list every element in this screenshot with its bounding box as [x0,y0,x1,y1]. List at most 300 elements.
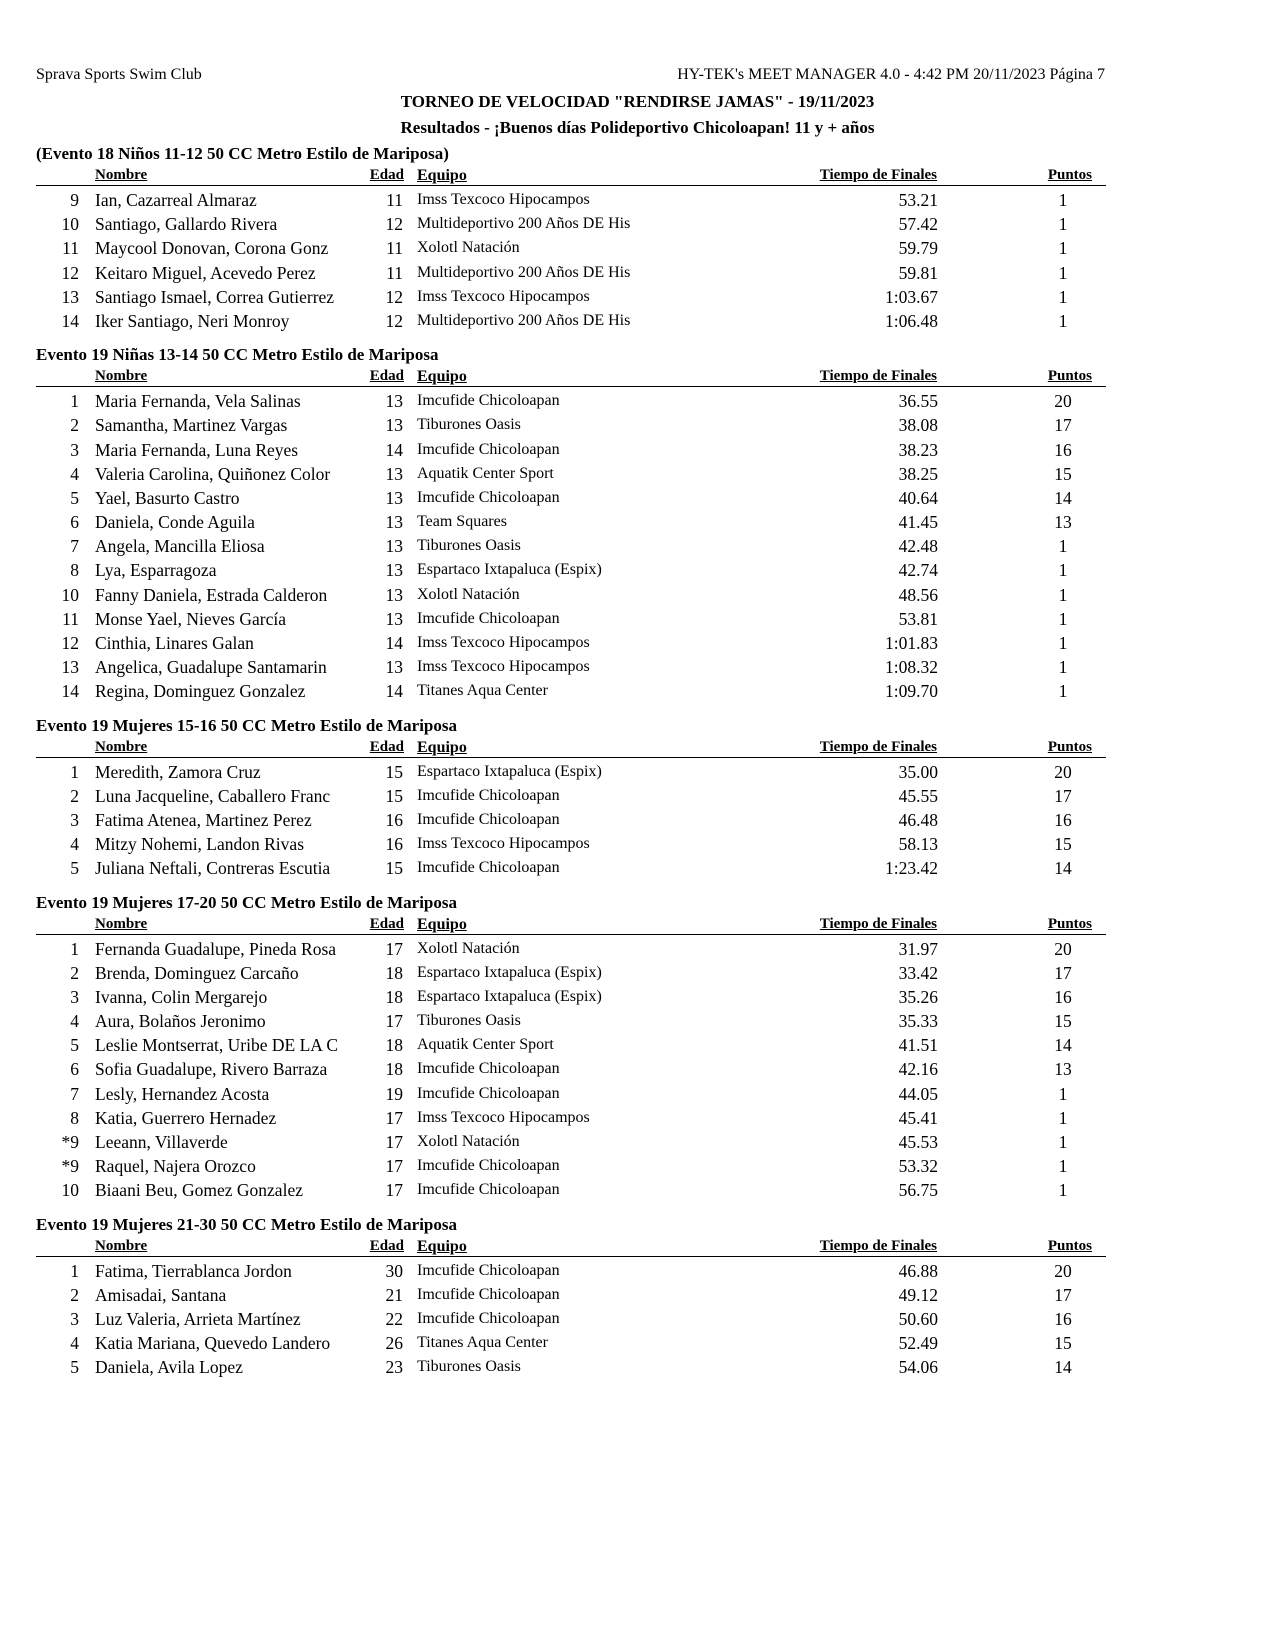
table-row [36,558,1106,582]
points: 14 [1054,858,1072,879]
age: 30 [385,1260,403,1281]
points: 16 [1054,1308,1072,1329]
team: Espartaco Ixtapaluca (Espix) [417,963,602,981]
age: 18 [385,986,403,1007]
header-team: Equipo [417,167,467,184]
team: Aquatik Center Sport [417,1036,554,1054]
age: 22 [385,1308,403,1329]
points: 1 [1058,1083,1068,1104]
team: Tiburones Oasis [417,1358,521,1376]
final-time: 59.81 [898,262,938,283]
swimmer-name: Mitzy Nohemi, Landon Rivas [95,834,305,855]
points: 1 [1058,1132,1068,1152]
club-name: Sprava Sports Swim Club [36,66,202,83]
table-row [36,510,1106,534]
age: 13 [385,584,403,605]
swimmer-name: Katia, Guerrero Hernadez [95,1107,277,1128]
place: 5 [70,487,79,508]
age: 12 [385,286,403,307]
event-section [36,892,1106,1203]
swimmer-name: Luna Jacqueline, Caballero Franc [95,785,331,806]
team: Titanes Aqua Center [417,1334,548,1352]
points: 17 [1054,415,1072,436]
event-section [36,715,1106,881]
points: 1 [1058,1180,1068,1201]
table-row [36,961,1106,985]
place: 3 [70,809,79,830]
points: 16 [1054,809,1072,830]
table-row [36,808,1106,832]
swimmer-name: Katia Mariana, Quevedo Landero [95,1333,331,1354]
event-title: Evento 19 Niñas 13-14 50 CC Metro Estilo de Mariposa [36,345,439,365]
final-time: 41.51 [898,1035,938,1056]
swimmer-name: Keitaro Miguel, Acevedo Perez [95,262,316,283]
header-age: Edad [369,915,404,932]
header-time: Tiempo de Finales [819,167,937,183]
points: 20 [1054,761,1072,782]
table-row [36,1057,1106,1081]
header-points: Puntos [1047,738,1092,755]
header-team: Equipo [417,915,467,933]
swimmer-name: Fernanda Guadalupe, Pineda Rosa [95,938,337,959]
final-time: 54.06 [898,1357,938,1378]
header-team: Equipo [417,1237,467,1255]
age: 12 [385,214,403,235]
table-row [36,413,1106,437]
age: 17 [385,1107,403,1128]
age: 17 [385,938,403,959]
final-time: 38.25 [898,463,938,484]
results-subtitle: Resultados - ¡Buenos días Polideportivo Chicoloapan! 11 y + años [400,118,875,137]
table-row [36,784,1106,808]
event-title: Evento 19 Mujeres 15-16 50 CC Metro Estilo de Mariposa [36,715,458,735]
final-time: 38.23 [898,439,938,460]
final-time: 48.56 [898,584,938,605]
final-time: 33.42 [898,962,938,983]
place: 12 [61,633,79,653]
team: Xolotl Natación [417,939,520,957]
final-time: 1:08.32 [885,657,938,678]
place: 3 [70,439,79,460]
place: 5 [70,858,79,879]
table-row [36,856,1106,880]
points: 1 [1058,1156,1068,1177]
header-points: Puntos [1047,915,1092,932]
final-time: 1:03.67 [885,286,938,307]
place: 12 [61,262,79,283]
final-time: 56.75 [898,1180,938,1201]
swimmer-name: Iker Santiago, Neri Monroy [95,310,290,331]
column-header [36,366,1106,387]
event-section [36,344,1106,703]
age: 12 [385,310,403,331]
table-row [36,583,1106,607]
swimmer-name: Brenda, Dominguez Carcaño [95,962,299,983]
team: Imcufide Chicoloapan [417,1084,560,1102]
place: 1 [70,391,79,412]
final-time: 46.88 [898,1260,938,1281]
points: 1 [1058,608,1068,629]
final-time: 35.26 [898,986,938,1007]
header-age: Edad [369,167,404,183]
place: 8 [70,1107,79,1128]
age: 11 [386,262,403,283]
column-header [36,914,1106,935]
place: 2 [70,415,79,436]
place: 4 [70,1011,79,1032]
team: Espartaco Ixtapaluca (Espix) [417,987,602,1005]
points: 13 [1054,1059,1072,1080]
header-age: Edad [369,738,404,755]
age: 13 [385,487,403,508]
header-points: Puntos [1047,167,1092,183]
table-row [36,1009,1106,1033]
place: *9 [61,1156,79,1177]
points: 13 [1054,512,1072,533]
table-row [36,1331,1106,1355]
table-row [36,1154,1106,1178]
team: Imss Texcoco Hipocampos [417,634,590,651]
swimmer-name: Maria Fernanda, Luna Reyes [95,439,299,460]
team: Imss Texcoco Hipocampos [417,835,590,853]
column-header [36,1236,1106,1257]
table-row [36,679,1106,703]
place: 13 [61,657,79,678]
final-time: 36.55 [898,391,938,412]
age: 13 [385,415,403,436]
swimmer-name: Maycool Donovan, Corona Gonz [95,238,329,259]
age: 13 [385,463,403,484]
final-time: 58.13 [898,834,938,855]
age: 18 [385,1059,403,1080]
swimmer-name: Lya, Esparragoza [95,560,217,581]
team: Imcufide Chicoloapan [417,859,560,877]
points: 1 [1058,190,1068,210]
swimmer-name: Cinthia, Linares Galan [95,633,254,653]
team: Imss Texcoco Hipocampos [417,658,590,676]
final-time: 45.41 [898,1107,938,1128]
swimmer-name: Leslie Montserrat, Uribe DE LA C [95,1035,339,1056]
team: Imcufide Chicoloapan [417,1261,560,1279]
age: 14 [385,439,403,460]
table-row [36,832,1106,856]
final-time: 45.55 [898,785,938,806]
points: 1 [1058,560,1068,581]
final-time: 31.97 [898,938,938,959]
points: 1 [1058,633,1068,653]
age: 19 [385,1083,403,1104]
header-time: Tiempo de Finales [819,915,937,932]
points: 20 [1054,1260,1072,1281]
table-row [36,937,1106,961]
points: 1 [1058,536,1068,557]
final-time: 38.08 [898,415,938,436]
age: 17 [385,1156,403,1177]
final-time: 45.53 [898,1132,938,1152]
age: 16 [385,809,403,830]
team: Imcufide Chicoloapan [417,1181,560,1199]
age: 18 [385,1035,403,1056]
team: Imcufide Chicoloapan [417,1060,560,1078]
age: 14 [385,681,403,702]
team: Tiburones Oasis [417,537,521,555]
team: Aquatik Center Sport [417,464,554,482]
swimmer-name: Lesly, Hernandez Acosta [95,1083,270,1104]
header-age: Edad [369,368,404,385]
swimmer-name: Maria Fernanda, Vela Salinas [95,391,301,412]
points: 15 [1054,463,1072,484]
table-row [36,534,1106,558]
team: Tiburones Oasis [417,1012,521,1030]
place: 6 [70,1059,79,1080]
table-row [36,760,1106,784]
header-name: Nombre [95,915,148,932]
points: 17 [1054,785,1072,806]
age: 13 [385,391,403,412]
points: 1 [1058,681,1068,702]
age: 13 [385,657,403,678]
points: 14 [1054,1357,1072,1378]
event-title: Evento 19 Mujeres 17-20 50 CC Metro Estilo de Mariposa [36,892,458,912]
place: 1 [70,1260,79,1281]
swimmer-name: Leeann, Villaverde [95,1132,228,1152]
place: 10 [61,1180,79,1201]
team: Team Squares [417,513,507,531]
age: 13 [385,560,403,581]
place: 2 [70,962,79,983]
place: *9 [61,1132,79,1152]
points: 14 [1054,1035,1072,1056]
age: 15 [385,785,403,806]
final-time: 44.05 [898,1083,938,1104]
header-team: Equipo [417,368,467,386]
points: 1 [1058,584,1068,605]
age: 18 [385,962,403,983]
event-section [36,143,1106,333]
swimmer-name: Valeria Carolina, Quiñonez Color [95,463,331,484]
swimmer-name: Santiago, Gallardo Rivera [95,214,278,235]
team: Imcufide Chicoloapan [417,1157,560,1175]
team: Titanes Aqua Center [417,682,548,700]
final-time: 1:01.83 [885,633,938,653]
place: 2 [70,785,79,806]
points: 20 [1054,391,1072,412]
team: Xolotl Natación [417,239,520,257]
team: Multideportivo 200 Años DE His [417,263,631,281]
table-row [36,236,1106,260]
final-time: 46.48 [898,809,938,830]
team: Espartaco Ixtapaluca (Espix) [417,561,602,579]
team: Xolotl Natación [417,1133,520,1150]
place: 6 [70,512,79,533]
points: 20 [1054,938,1072,959]
column-header [36,737,1106,758]
header-time: Tiempo de Finales [819,738,937,755]
points: 15 [1054,1011,1072,1032]
age: 13 [385,608,403,629]
table-row [36,631,1106,655]
final-time: 50.60 [898,1308,938,1329]
place: 1 [70,938,79,959]
age: 15 [385,858,403,879]
final-time: 42.16 [898,1059,938,1080]
table-row [36,1033,1106,1057]
swimmer-name: Ivanna, Colin Mergarejo [95,986,268,1007]
swimmer-name: Amisadai, Santana [95,1284,227,1305]
age: 17 [385,1180,403,1201]
age: 21 [385,1284,403,1305]
points: 16 [1054,439,1072,460]
header-age: Edad [369,1237,404,1254]
header-name: Nombre [95,167,148,183]
swimmer-name: Monse Yael, Nieves García [95,608,286,629]
header-time: Tiempo de Finales [819,368,937,385]
table-row [36,607,1106,631]
final-time: 41.45 [898,512,938,533]
age: 13 [385,512,403,533]
points: 1 [1058,286,1068,307]
table-row [36,655,1106,679]
header-points: Puntos [1047,368,1092,385]
table-row [36,462,1106,486]
final-time: 1:09.70 [885,681,938,702]
swimmer-name: Fanny Daniela, Estrada Calderon [95,584,328,605]
swimmer-name: Meredith, Zamora Cruz [95,761,261,782]
points: 15 [1054,834,1072,855]
team: Imcufide Chicoloapan [417,1285,560,1303]
age: 16 [385,834,403,855]
final-time: 35.33 [898,1011,938,1032]
team: Espartaco Ixtapaluca (Espix) [417,762,602,780]
events-list [36,143,1106,1391]
place: 10 [61,214,79,235]
place: 1 [70,761,79,782]
points: 1 [1058,310,1068,331]
team: Tiburones Oasis [417,416,521,434]
swimmer-name: Regina, Dominguez Gonzalez [95,681,306,702]
final-time: 53.32 [898,1156,938,1177]
place: 11 [62,608,79,629]
place: 14 [61,681,79,702]
swimmer-name: Aura, Bolaños Jeronimo [95,1011,266,1032]
table-row [36,985,1106,1009]
age: 17 [385,1132,403,1152]
column-header [36,165,1106,186]
points: 14 [1054,487,1072,508]
points: 1 [1058,657,1068,678]
team: Imcufide Chicoloapan [417,440,560,458]
place: 11 [62,238,79,259]
swimmer-name: Santiago Ismael, Correa Gutierrez [95,286,335,307]
place: 9 [70,190,79,210]
table-row [36,1178,1106,1202]
final-time: 1:06.48 [885,310,938,331]
place: 14 [61,310,79,331]
team: Imss Texcoco Hipocampos [417,287,590,305]
team: Multideportivo 200 Años DE His [417,215,631,233]
event-title: Evento 19 Mujeres 21-30 50 CC Metro Estilo de Mariposa [36,1214,458,1234]
points: 1 [1058,1107,1068,1128]
table-row [36,438,1106,462]
age: 14 [385,633,403,653]
team: Imcufide Chicoloapan [417,810,560,828]
table-row [36,389,1106,413]
final-time: 52.49 [898,1333,938,1354]
table-row [36,285,1106,309]
team: Imcufide Chicoloapan [417,488,560,506]
table-row [36,1082,1106,1106]
team: Multideportivo 200 Años DE His [417,311,631,329]
swimmer-name: Daniela, Avila Lopez [95,1357,243,1378]
age: 23 [385,1357,403,1378]
final-time: 57.42 [898,214,938,235]
team: Xolotl Natación [417,585,520,603]
place: 2 [70,1284,79,1305]
swimmer-name: Luz Valeria, Arrieta Martínez [95,1308,301,1329]
table-row [36,1283,1106,1307]
header-name: Nombre [95,738,148,755]
age: 11 [386,190,403,210]
place: 13 [61,286,79,307]
final-time: 40.64 [898,487,938,508]
points: 1 [1058,262,1068,283]
place: 4 [70,834,79,855]
team: Imcufide Chicoloapan [417,392,560,410]
header-time: Tiempo de Finales [819,1237,937,1254]
team: Imss Texcoco Hipocampos [417,191,590,208]
points: 1 [1058,214,1068,235]
meet-title: TORNEO DE VELOCIDAD "RENDIRSE JAMAS" - 19/11/2023 [400,92,875,111]
table-row [36,1106,1106,1130]
age: 13 [385,536,403,557]
final-time: 42.48 [898,536,938,557]
team: Imcufide Chicoloapan [417,609,560,627]
header-team: Equipo [417,738,467,756]
age: 17 [385,1011,403,1032]
points: 15 [1054,1333,1072,1354]
table-row [36,188,1106,212]
final-time: 59.79 [898,238,938,259]
age: 15 [385,761,403,782]
place: 3 [70,986,79,1007]
final-time: 1:23.42 [885,858,938,879]
final-time: 42.74 [898,560,938,581]
table-row [36,261,1106,285]
place: 8 [70,560,79,581]
place: 4 [70,1333,79,1354]
swimmer-name: Biaani Beu, Gomez Gonzalez [95,1180,303,1201]
swimmer-name: Daniela, Conde Aguila [95,512,255,533]
swimmer-name: Samantha, Martinez Vargas [95,415,288,436]
team: Imcufide Chicoloapan [417,1309,560,1327]
points: 17 [1054,1284,1072,1305]
place: 3 [70,1308,79,1329]
table-row [36,1130,1106,1154]
final-time: 49.12 [898,1284,938,1305]
place: 10 [61,584,79,605]
team: Imcufide Chicoloapan [417,786,560,804]
swimmer-name: Juliana Neftali, Contreras Escutia [95,858,331,879]
table-row [36,486,1106,510]
swimmer-name: Sofia Guadalupe, Rivero Barraza [95,1059,328,1080]
final-time: 35.00 [898,761,938,782]
place: 7 [70,1083,79,1104]
age: 11 [386,238,403,259]
table-row [36,1307,1106,1331]
swimmer-name: Angelica, Guadalupe Santamarin [95,657,327,678]
points: 16 [1054,986,1072,1007]
report-meta: HY-TEK's MEET MANAGER 4.0 - 4:42 PM 20/11/2023 Página 7 [677,66,1105,83]
